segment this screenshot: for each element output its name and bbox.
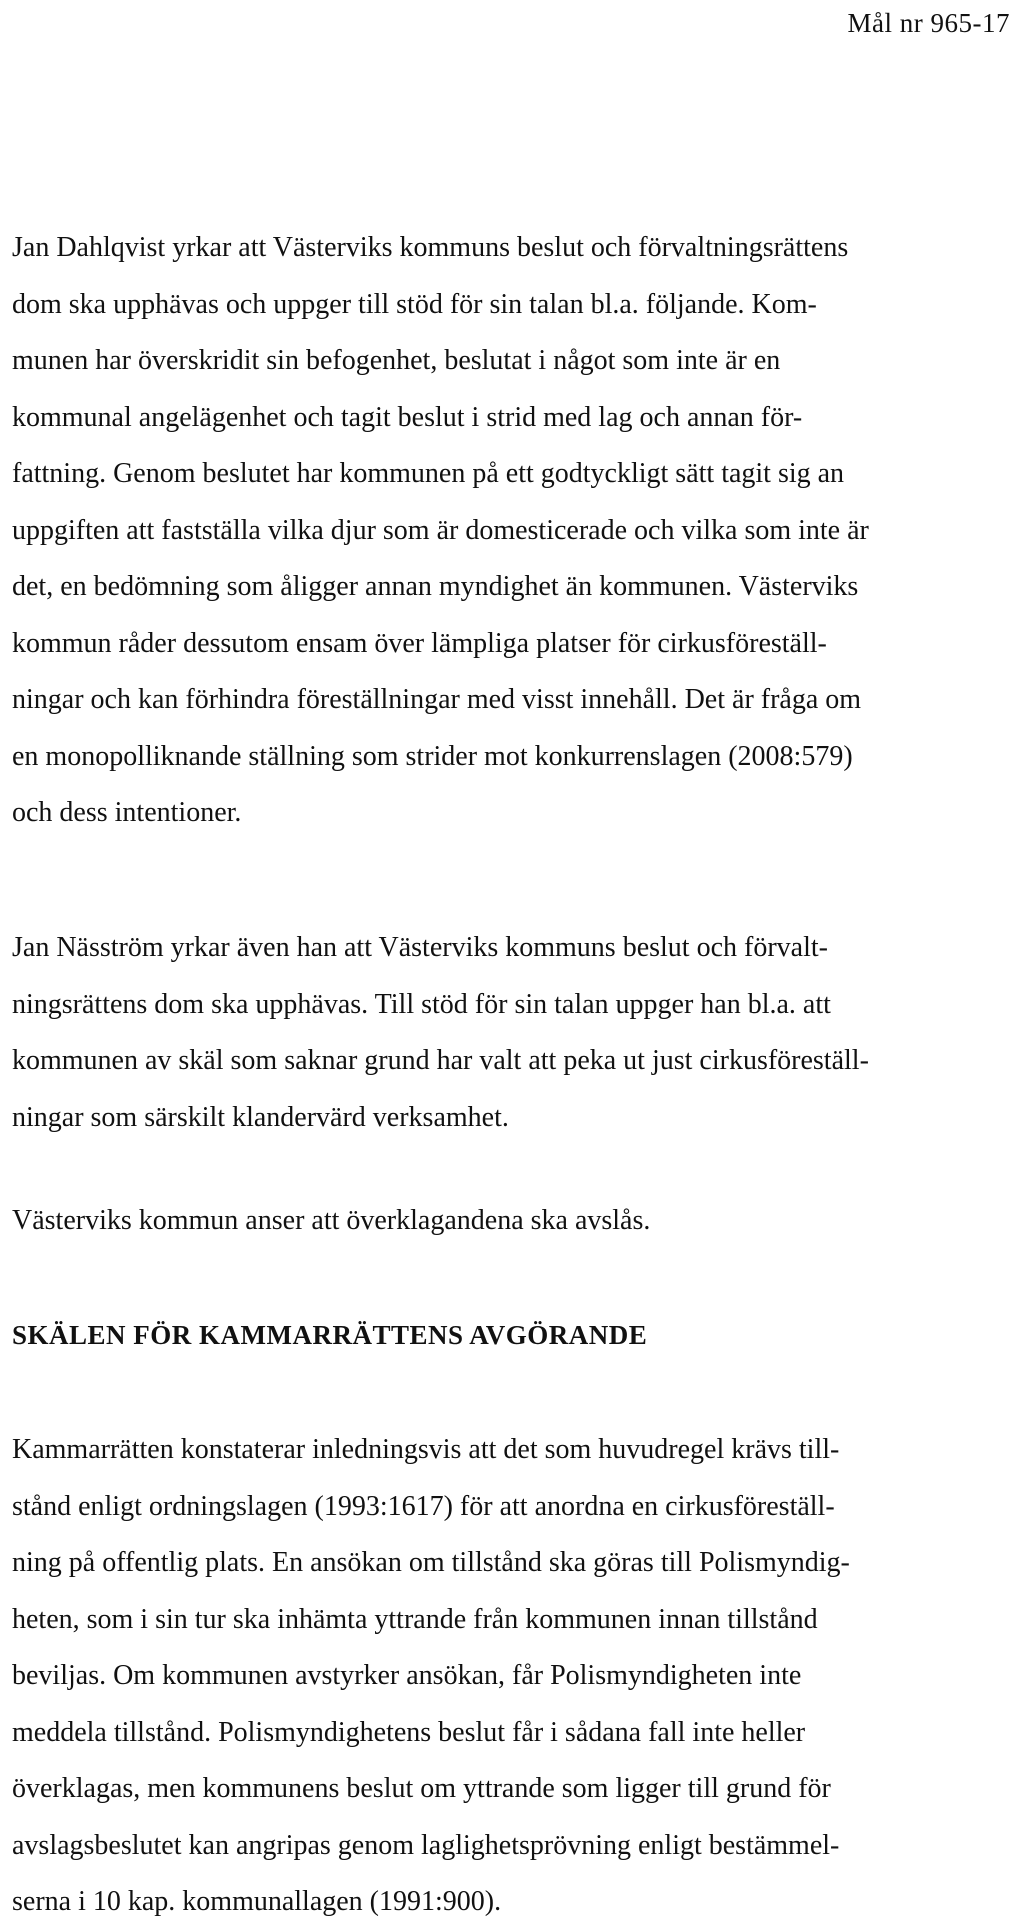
text-line: ningar och kan förhindra föreställningar med visst innehåll. Det är fråga om: [12, 684, 862, 715]
text-line: Jan Näsström yrkar även han att Västerviks kommuns beslut och förvalt-: [12, 932, 828, 963]
section-heading-text: SKÄLEN FÖR KAMMARRÄTTENS AVGÖRANDE: [12, 1320, 648, 1350]
text-line: kommun råder dessutom ensam över lämpliga platser för cirkusföreställ-: [12, 627, 827, 659]
text-line: ningar som särskilt klandervärd verksamhet.: [12, 1101, 509, 1133]
text-line: serna i 10 kap. kommunallagen (1991:900).: [12, 1886, 502, 1917]
paragraph-court-reasoning: [12, 1422, 1012, 1931]
text-line: och dess intentioner.: [12, 797, 242, 828]
text-line: det, en bedömning som åligger annan myndighet än kommunen. Västerviks: [12, 571, 859, 602]
paragraph-nasstrom-claim: [12, 920, 1012, 1146]
section-heading: [12, 1307, 1012, 1364]
text-line: avslagsbeslutet kan angripas genom laglighetsprövning enligt bestämmel-: [12, 1829, 840, 1861]
text-line: ningsrättens dom ska upphävas. Till stöd för sin talan uppger han bl.a. att: [12, 988, 831, 1020]
text-line: Jan Dahlqvist yrkar att Västerviks kommuns beslut och förvaltningsrättens: [12, 232, 849, 263]
text-line: Kammarrätten konstaterar inledningsvis att det som huvudregel krävs till-: [12, 1434, 840, 1465]
text-line: kommunal angelägenhet och tagit beslut i strid med lag och annan för-: [12, 401, 803, 433]
text-line: meddela tillstånd. Polismyndighetens beslut får i sådana fall inte heller: [12, 1716, 806, 1748]
text-line: dom ska upphävas och uppger till stöd för sin talan bl.a. följande. Kom-: [12, 288, 817, 320]
text-line: beviljas. Om kommunen avstyrker ansökan, får Polismyndigheten inte: [12, 1660, 802, 1691]
text-line: munen har överskridit sin befogenhet, beslutat i något som inte är en: [12, 345, 781, 376]
text-line: kommunen av skäl som saknar grund har valt att peka ut just cirkusföreställ-: [12, 1045, 869, 1076]
paragraph-dahlqvist-claim: [12, 220, 1012, 842]
text-line: stånd enligt ordningslagen (1993:1617) för att anordna en cirkusföreställ-: [12, 1490, 835, 1522]
text-line: en monopolliknande ställning som strider mot konkurrenslagen (2008:579): [12, 740, 853, 772]
text-line: fattning. Genom beslutet har kommunen på ett godtyckligt sätt tagit sig an: [12, 458, 845, 489]
text-line: uppgiften att fastställa vilka djur som är domesticerade och vilka som inte är: [12, 514, 869, 546]
text-line: Västerviks kommun anser att överklagandena ska avslås.: [12, 1205, 651, 1236]
case-number: Mål nr 965-17: [847, 8, 1010, 38]
text-line: ning på offentlig plats. En ansökan om tillstånd ska göras till Polismyndig-: [12, 1547, 850, 1578]
text-line: överklagas, men kommunens beslut om yttrande som ligger till grund för: [12, 1773, 831, 1804]
paragraph-municipality-response: [12, 1193, 1012, 1250]
text-line: heten, som i sin tur ska inhämta yttrande från kommunen innan tillstånd: [12, 1603, 818, 1635]
